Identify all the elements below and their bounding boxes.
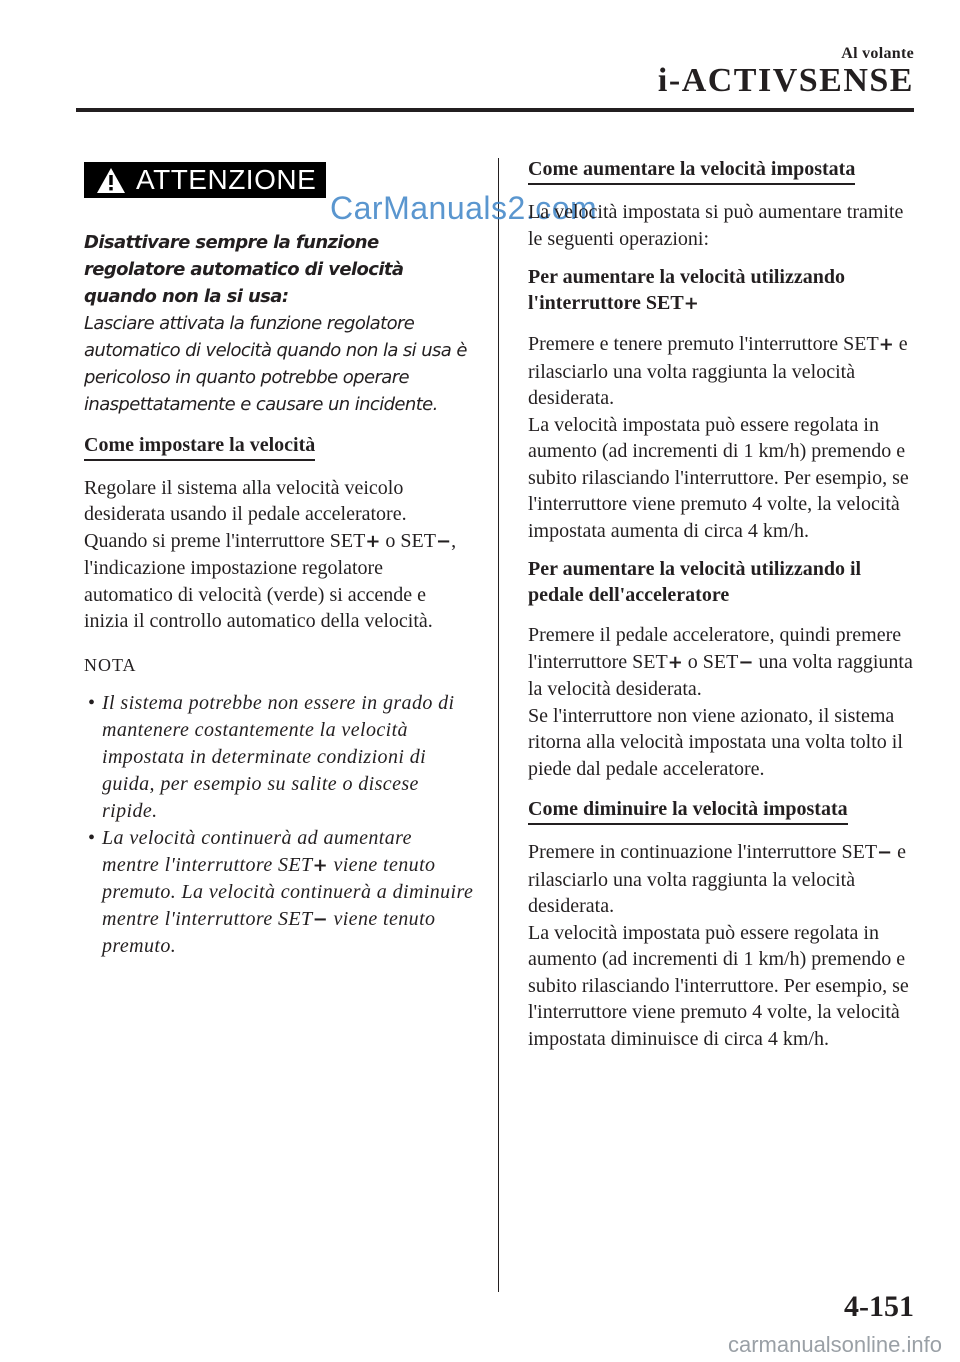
text-span: o SET [380,529,436,552]
decrease-paragraph [528,839,918,1052]
subheading-accelerator: Per aumentare la velocità utilizzando il pedale dell'acceleratore [528,558,862,606]
warning-body-text: Lasciare attivata la funzione regolatore automatico di velocità quando non la si usa è pericoloso in quanto potrebbe operare inaspettatamente e causare un incidente. [84,312,467,415]
set-minus-symbol: − [312,908,329,930]
accelerator-paragraph [528,622,918,782]
text-span: una volta raggiunta la velocità desiderata. [528,650,913,700]
set-plus-paragraph [528,331,918,544]
heading-decrease-speed: Come diminuire la velocità impostata [528,798,848,825]
text-span: e rilasciarlo una volta raggiunta la velocità desiderata. [528,333,908,409]
warning-banner [84,162,326,198]
text-span: e rilasciarlo una volta raggiunta la velocità desiderata. [528,841,907,917]
text-span: Premere e tenere premuto l'interruttore SET [528,333,879,355]
nota-label: NOTA [84,654,137,675]
page-number: 4-151 [844,1290,914,1323]
section-name: Al volante [841,45,914,62]
watermark: CarManuals2.com [330,190,598,226]
heading-set-speed: Come impostare la velocità [84,434,315,461]
text-span: Premere in continuazione l'interruttore SET [528,841,878,863]
warning-bold-text: Disattivare sempre la funzione regolatore automatico di velocità quando non la si usa: [84,231,404,307]
set-minus-symbol: − [738,651,754,673]
nota-item [84,690,474,825]
heading-increase-speed: Come aumentare la velocità impostata [528,158,855,185]
set-plus-symbol: + [365,530,381,552]
bullet: • [88,826,96,849]
nota-text: viene tenuto premuto. [102,907,436,957]
nota-text: viene tenuto premuto. La velocità continuerà a diminuire mentre l'interruttore SET [102,853,474,930]
footer-site: carmanualsonline.info [727,1332,942,1357]
set-speed-paragraph [84,475,474,635]
set-minus-symbol: − [877,842,893,863]
text-span: , l'indicazione impostazione regolatore automatico di velocità (verde) si accende e inizia il controllo automatico della velocità. [84,529,457,632]
nota-text: Il sistema potrebbe non essere in grado di mantenere costantemente la velocità impostata in determinate condizioni di guida, per esempio su salite o discese ripide. [102,691,455,822]
nota-item [84,825,474,960]
set-minus-symbol: − [435,530,452,552]
left-column [84,162,474,960]
text-span: La velocità impostata può essere regolata in aumento (ad incrementi di 1 km/h) premendo e subito rilasciando l'interruttore. Per esempio, se l'interruttore viene premuto 4 volte, la velocità impostata aumenta di circa 4 km/h. [528,413,909,542]
warning-label: ATTENZIONE [136,164,317,195]
warning-icon [96,167,126,194]
text-span: La velocità impostata può essere regolata in aumento (ad incrementi di 1 km/h) premendo e subito rilasciando l'interruttore. Per esempio, se l'interruttore viene premuto 4 volte, la velocità impostata diminuisce di circa 4 km/h. [528,921,909,1050]
text-span: Regolare il sistema alla velocità veicolo desiderata usando il pedale acceleratore. Quando si preme l'interruttore SET [84,476,407,552]
set-plus-symbol: + [683,293,699,314]
bullet: • [88,691,96,714]
set-plus-symbol: + [667,651,683,673]
nota-list [84,690,474,960]
chapter-title: i-ACTIVSENSE [657,62,914,99]
text-span: o SET [682,650,739,673]
text-span: Se l'interruttore non viene azionato, il sistema ritorna alla velocità impostata una volta tolto il piede dal pedale acceleratore. [528,704,903,780]
nota-text: La velocità continuerà ad aumentare mentre l'interruttore SET [102,826,412,876]
text-span: Premere il pedale acceleratore, quindi premere l'interruttore SET [528,624,902,673]
text-span: Per aumentare la velocità utilizzando l'interruttore SET [528,266,845,314]
column-divider [498,158,499,1292]
set-plus-symbol: + [878,334,894,355]
increase-intro: La velocità impostata si può aumentare tramite le seguenti operazioni: [528,201,904,250]
right-column [528,158,918,1052]
subheading-set-plus [528,264,918,317]
set-plus-symbol: + [312,854,329,876]
header-rule [76,108,914,112]
